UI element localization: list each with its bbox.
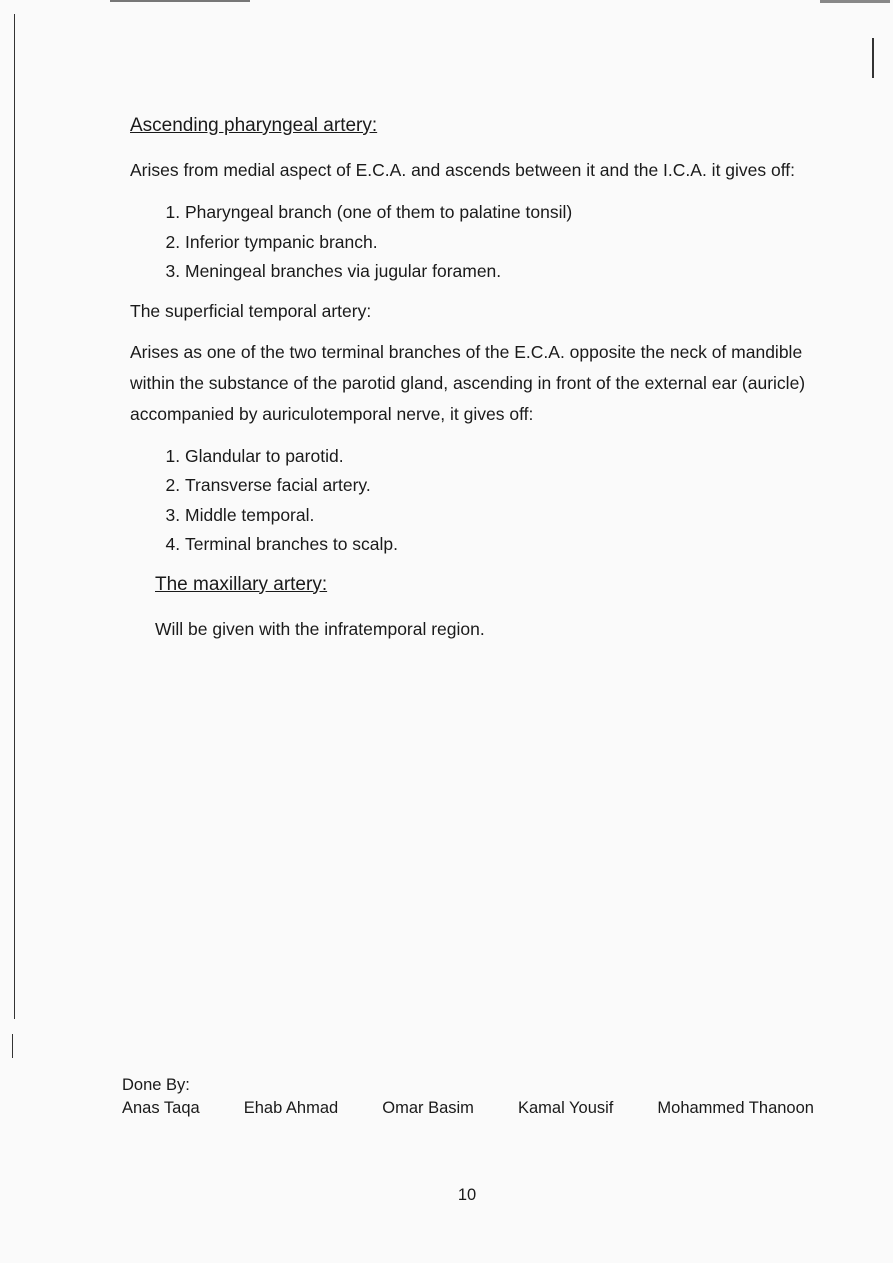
section-heading-superficial-temporal: The superficial temporal artery: [130,300,372,321]
list-item: 1. Glandular to parotid. [185,442,810,472]
author-name: Ehab Ahmad [243,1099,339,1117]
scan-artifact-left-edge-lower [12,1034,13,1058]
list-item: 2. Inferior tympanic branch. [185,228,810,258]
scan-artifact-top-right [820,0,890,3]
scan-artifact-left-edge [14,14,15,1019]
branch-list-superficial-temporal [130,442,810,560]
scan-artifact-top [110,0,250,2]
branch-list-ascending-pharyngeal [130,198,810,287]
done-by-label: Done By: [122,1076,190,1094]
scan-artifact-right-mark [872,38,874,78]
document-body [130,115,810,657]
section-intro-maxillary: Will be given with the infratemporal region. [155,618,485,639]
author-list [122,1099,814,1118]
list-item: 4. Terminal branches to scalp. [185,530,810,560]
author-name: Kamal Yousif [517,1099,614,1117]
author-name: Omar Basim [382,1099,474,1117]
page-number: 10 [457,1186,477,1204]
list-item: 1. Pharyngeal branch (one of them to palatine tonsil) [185,198,810,228]
list-item: 2. Transverse facial artery. [185,471,810,501]
section-heading-ascending-pharyngeal: Ascending pharyngeal artery: [130,115,378,136]
list-item: 3. Meningeal branches via jugular foramen. [185,257,810,287]
authors-footer [122,1076,822,1118]
section-heading-maxillary: The maxillary artery: [155,573,328,595]
section-intro-superficial-temporal: Arises as one of the two terminal branches of the E.C.A. opposite the neck of mandible within the substance of the parotid gland, ascending in front of the external ear (auricle) accompanied by auriculotemporal nerve, it gives off: [130,341,806,424]
section-intro-ascending-pharyngeal: Arises from medial aspect of E.C.A. and ascends between it and the I.C.A. it gives off: [130,160,796,180]
author-name: Mohammed Thanoon [657,1099,814,1117]
list-item: 3. Middle temporal. [185,501,810,531]
author-name: Anas Taqa [122,1099,200,1117]
